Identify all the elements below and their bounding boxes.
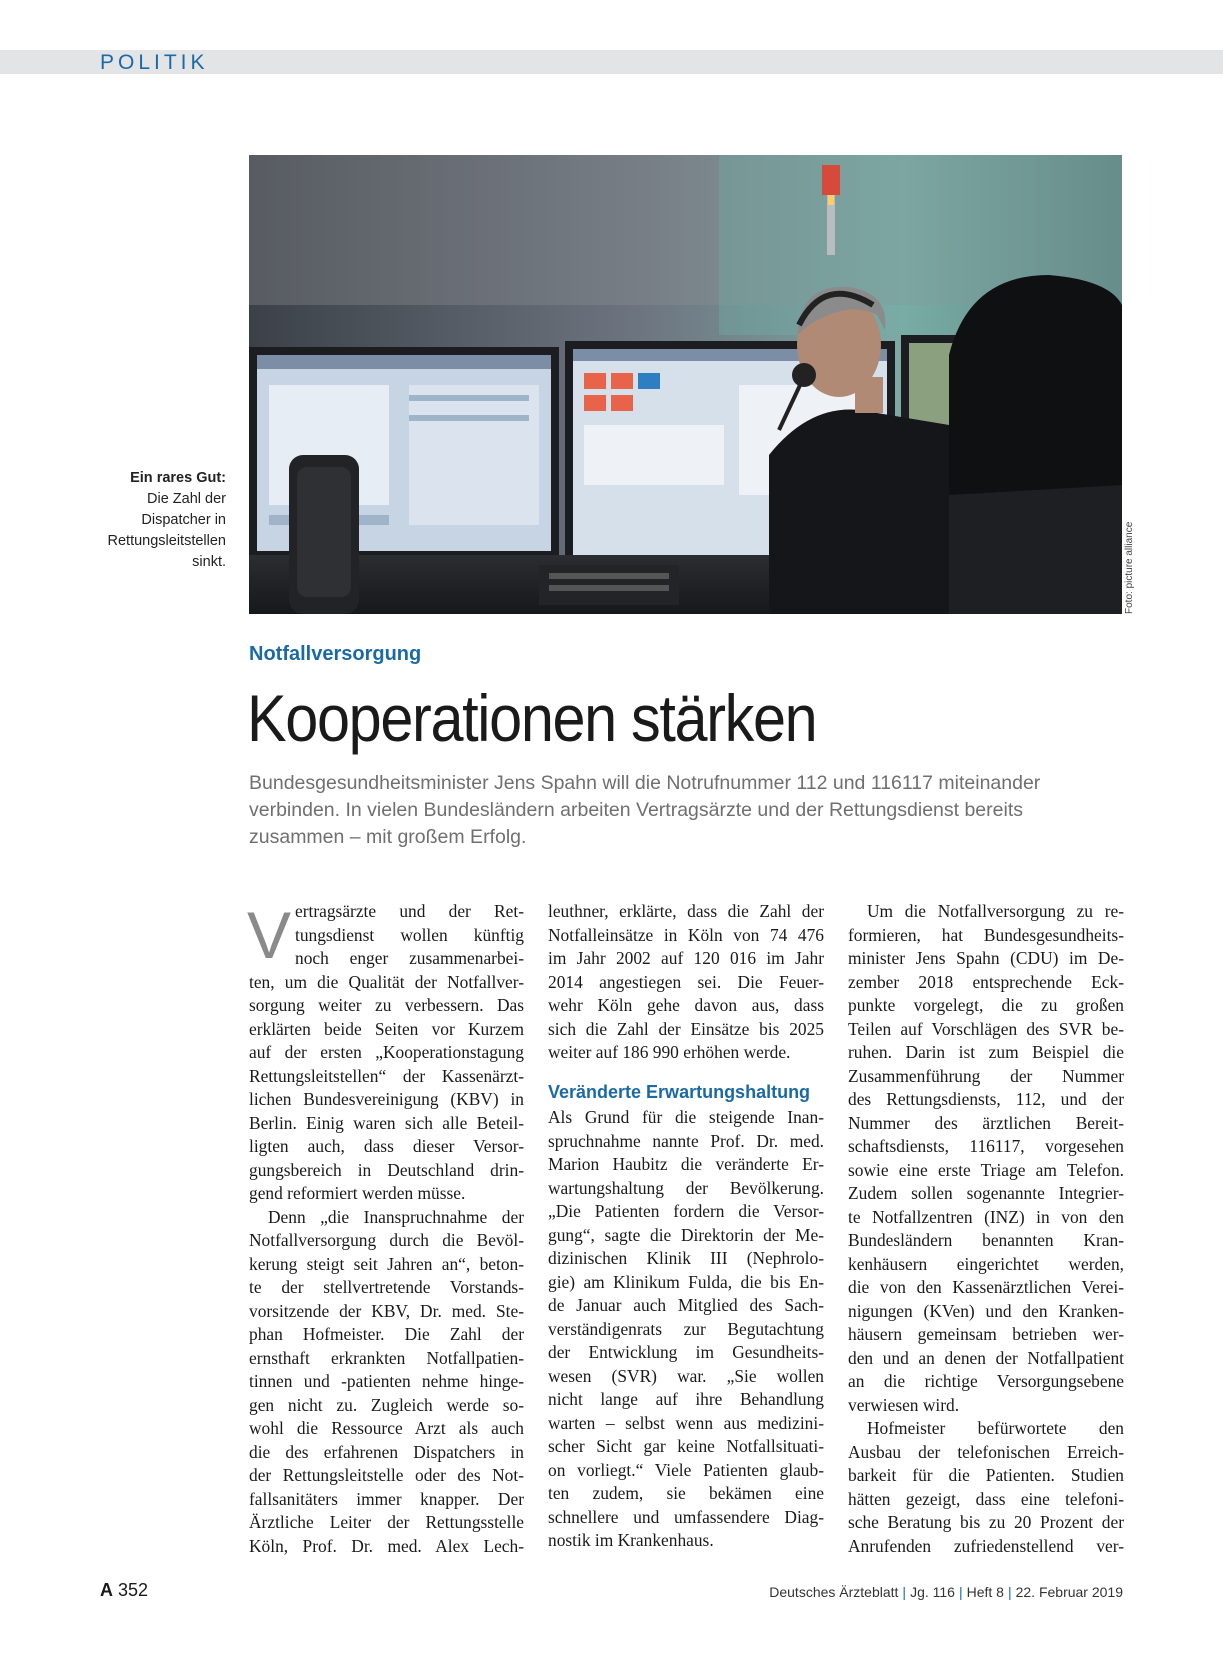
body-line: Um die Notfallversorgung zu re- [867,901,1124,921]
body-line: sche Beratung bis zu 20 Prozent der [848,1512,1124,1532]
lead-line: zusammen – mit großem Erfolg. [249,826,527,848]
body-line: Notfalleinsätze in Köln von 74 476 [548,924,824,945]
body-line: ernsthaft erkrankten Notfallpatien- [249,1347,524,1368]
caption-line: Dispatcher in [141,512,226,528]
body-line: barkeit für die Patienten. Studien [848,1465,1124,1485]
body-line: spruchnahme nannte Prof. Dr. med. [548,1130,824,1151]
body-column-3 [848,900,1124,1558]
headrest [949,275,1122,614]
body-line: schnellere und umfassendere Diag- [548,1506,824,1527]
body-line: Marion Haubitz die veränderte Er- [548,1154,824,1174]
page-prefix: A [100,1580,113,1600]
lead-line: verbinden. In vielen Bundesländern arbeiten Vertragsärzte und der Rettungsdienst bereits [249,799,1023,821]
lead-line: Bundesgesundheitsminister Jens Spahn will die Notrufnummer 112 und 116117 miteinander [249,772,1041,794]
body-line: Als Grund für die steigende Inan- [548,1107,824,1127]
body-line: 2014 angestiegen sei. Die Feuer- [548,971,824,992]
body-line: Köln, Prof. Dr. med. Alex Lech- [249,1535,524,1556]
body-line: nigungen (KVen) und den Kranken- [848,1300,1124,1321]
body-line: de Januar auch Mitglied des Sach- [548,1295,824,1315]
footer-separator: | [958,1584,963,1600]
body-line: te Notfallzentren (INZ) in von den [848,1206,1124,1227]
body-line: tinnen und -patienten nehme hinge- [249,1371,524,1391]
body-line: kerung steigt seit Jahren an“, beton- [249,1253,524,1274]
body-line: schaftsdiensts, 116117, vorgesehen [848,1136,1124,1156]
body-line: an die richtige Versorgungsebene [848,1371,1124,1391]
journal-volume: Jg. 116 [910,1584,955,1600]
body-line: Zusammenführung der Nummer [848,1065,1124,1086]
body-line: den und an denen der Notfallpatient [848,1347,1124,1368]
dropcap: V [247,898,292,972]
body-line: auf der ersten „Kooperationstagung [249,1042,524,1062]
body-line: ten, um die Qualität der Notfallver- [249,971,524,992]
body-line: ruhen. Darin ist zum Beispiel die [848,1042,1124,1062]
body-line: gen nicht zu. Zugleich werde so- [249,1394,524,1415]
body-line: wehr Köln gehe davon aus, dass [548,995,824,1015]
body-line: kenhäusern eingerichtet werden, [848,1253,1124,1274]
body-line: Denn „die Inanspruchnahme der [268,1206,524,1227]
caption-title: Ein rares Gut: [130,470,226,486]
body-line: formieren, hat Bundesgesundheits- [848,924,1124,945]
body-line: des Rettungsdiensts, 112, und der [848,1089,1124,1109]
body-line: ten zudem, sie bekämen eine [548,1483,824,1503]
body-line: „Die Patienten fordern die Versor- [548,1201,824,1221]
body-line: Hofmeister befürwortete den [867,1418,1124,1438]
body-line: Teilen auf Vorschlägen des SVR be- [848,1018,1124,1039]
body-line: scher Sicht gar keine Notfallsituati- [548,1436,824,1456]
body-line: Zudem sollen sogenannte Integrier- [848,1183,1124,1203]
photo-credit: Foto: picture alliance [1124,521,1135,614]
body-line: Nummer des ärztlichen Bereit- [848,1112,1124,1133]
body-line: der Rettungsleitstelle oder des Not- [249,1465,524,1485]
body-line: sich die Zahl der Einsätze bis 2025 [548,1018,824,1039]
body-line: dizinischen Klinik III (Nephrolo- [548,1248,824,1268]
caption-line: Rettungsleitstellen [107,533,226,549]
body-line: gungsbereich in Deutschland drin- [249,1159,524,1180]
body-line: Bundesländern benannten Kran- [848,1230,1124,1250]
page-number-value: 352 [118,1580,149,1600]
article-kicker: Notfallversorgung [249,643,422,665]
body-line: die des erfahrenen Dispatchers in [249,1441,524,1462]
footer-separator: | [902,1584,907,1600]
body-line: hätten gezeigt, dass eine telefoni- [848,1488,1124,1509]
article-lead [249,770,1119,851]
body-line: noch enger zusammenarbei- [295,948,524,968]
body-line: verwiesen wird. [848,1394,960,1415]
body-line: te der stellvertretende Vorstands- [249,1277,524,1297]
body-line: warten – selbst wenn aus medizini- [548,1412,824,1433]
body-line: die von den Kassenärztlichen Verei- [848,1277,1124,1297]
journal-name: Deutsches Ärzteblatt [769,1584,899,1600]
journal-date: 22. Februar 2019 [1015,1584,1123,1600]
body-line: verständigenrats zur Begutachtung [548,1318,824,1339]
body-line: sorgung weiter zu verbessern. Das [249,995,524,1015]
body-line: Ärztliche Leiter der Rettungsstelle [249,1512,524,1532]
body-column-2 [548,900,824,1553]
body-line: weiter auf 186 990 erhöhen werde. [548,1042,791,1062]
journal-footer [769,1584,1123,1600]
page-number [100,1580,148,1601]
body-line: sowie eine erste Triage am Telefon. [848,1159,1124,1180]
dispatcher-photo-illustration [249,155,1122,614]
caption-line: Die Zahl der [147,491,226,507]
body-line: nostik im Krankenhaus. [548,1530,714,1550]
body-line: phan Hofmeister. Die Zahl der [249,1324,524,1344]
body-line: gung“, sagte die Direktorin der Me- [548,1224,824,1245]
caption-line: sinkt. [192,554,226,570]
body-column-1 [249,900,524,1558]
body-line: on vorliegt.“ Viele Patienten glaub- [548,1459,824,1480]
body-line: leuthner, erklärte, dass die Zahl der [548,901,824,921]
body-line: der Entwicklung im Gesundheits- [548,1342,824,1362]
body-line: fallsanitäters immer knapper. Der [249,1488,524,1509]
body-line: wartungshaltung der Bevölkerung. [548,1177,824,1198]
photo-caption [60,468,226,573]
subheading: Veränderte Erwartungshaltung [548,1081,811,1102]
body-line: häusern gemeinsam betrieben wer- [848,1324,1124,1344]
body-line: gend reformiert werden müsse. [249,1183,466,1203]
body-line: Berlin. Einig waren sich alle Beteil- [249,1112,524,1133]
body-line: Ausbau der telefonischen Erreich- [848,1441,1124,1462]
journal-issue: Heft 8 [966,1584,1004,1600]
dropcap-wrap [249,900,524,971]
body-line: punkte vorgelegt, die zu großen [848,995,1124,1015]
article-photo [249,155,1122,614]
body-line: nicht lange auf ihre Behandlung [548,1389,824,1409]
section-label: POLITIK [100,51,209,74]
body-line: ertragsärzte und der Ret- [295,901,524,921]
footer-separator: | [1007,1584,1012,1600]
body-line: erklärten beide Seiten vor Kurzem [249,1018,524,1039]
body-line: Anrufenden zufriedenstellend ver- [848,1535,1124,1556]
body-line: minister Jens Spahn (CDU) im De- [848,948,1124,968]
body-line: Notfallversorgung durch die Bevöl- [249,1230,524,1250]
body-line: wohl die Ressource Arzt als auch [249,1418,524,1438]
article-headline: Kooperationen stärken [247,681,817,755]
phone-left [289,455,359,614]
body-line: im Jahr 2002 auf 120 016 im Jahr [548,948,824,968]
body-line: ligten auch, dass dieser Versor- [249,1136,524,1156]
body-line: vorsitzende der KBV, Dr. med. Ste- [249,1300,524,1321]
body-line: gie) am Klinikum Fulda, die bis En- [548,1271,824,1292]
body-line: wesen (SVR) war. „Sie wollen [548,1365,824,1386]
body-line: zember 2018 entsprechende Eck- [848,971,1124,992]
body-line: Rettungsleitstellen“ der Kassenärzt- [249,1065,524,1086]
body-line: lichen Bundesvereinigung (KBV) in [249,1089,524,1109]
body-line: tungsdienst wollen künftig [295,924,524,945]
